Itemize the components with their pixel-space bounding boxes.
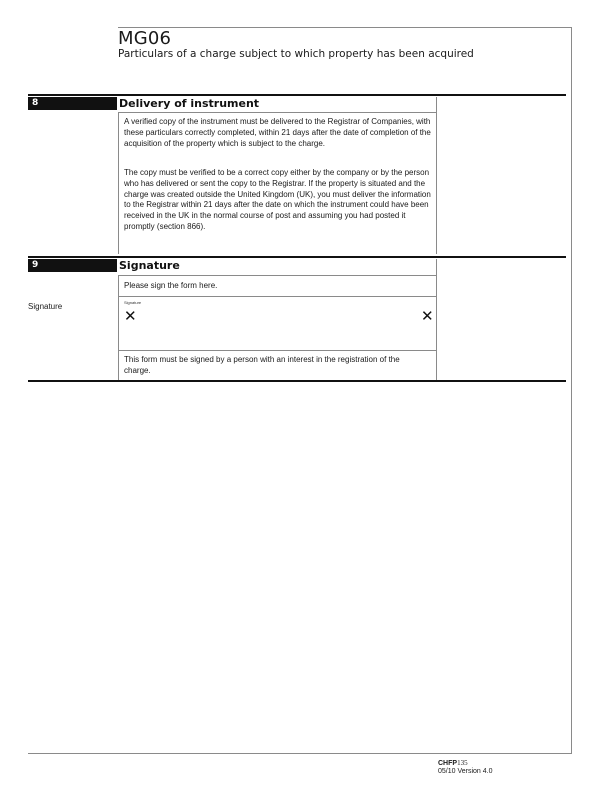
section-8-paragraph-1: A verified copy of the instrument must be delivered to the Registrar of Companies, with these particulars correctly completed, within 21 days after the date of completion of the acquisition of the property which is subject to the charge. [124,117,431,148]
signature-instruction: Please sign the form here. [124,281,218,290]
signature-start-cross-icon: ✕ [124,307,137,325]
section-8-top-rule [28,94,566,96]
signature-box-label: Signature [124,300,142,305]
signature-end-cross-icon: ✕ [421,307,434,325]
page-frame-right [571,27,572,753]
signature-field-label: Signature [28,302,63,311]
form-code: MG06 [118,28,172,49]
section-9-top-rule [28,256,566,258]
form-title: Particulars of a charge subject to which property has been acquired [118,48,474,60]
section-9-heading: Signature [119,259,180,272]
footer-code-prefix: CHFP [438,760,458,767]
section-8-heading-divider [118,112,437,113]
section-8-heading: Delivery of instrument [119,97,260,110]
signature-box[interactable] [118,297,437,350]
section-8-number-badge: 8 [28,97,117,110]
section-8-paragraph-2: The copy must be verified to be a correct copy either by the company or by the person who has delivered or sent the copy to the Registrar. If the property is situated and the charge was created outside the United Kingdom (UK), you must deliver the information to the Registrar within 21 days after the date on which the instrument could have been received in the UK in the normal course of post and assuming you had posted it promptly (section 866). [124,168,431,231]
page-frame-top [118,27,572,28]
signature-note: This form must be signed by a person with an interest in the registration of the charge. [124,355,400,375]
section-8-right-border [436,97,437,254]
section-8-left-border [118,112,119,254]
section-9-bottom-rule [28,380,566,382]
footer-version: 05/10 Version 4.0 [438,768,493,775]
footer-form-reference [438,759,468,767]
page-frame-bottom [28,753,572,754]
footer-code-number: 135 [457,759,468,767]
signature-box-bottom-divider [118,350,437,351]
section-9-heading-divider [118,275,437,276]
section-9-number-badge: 9 [28,259,117,272]
